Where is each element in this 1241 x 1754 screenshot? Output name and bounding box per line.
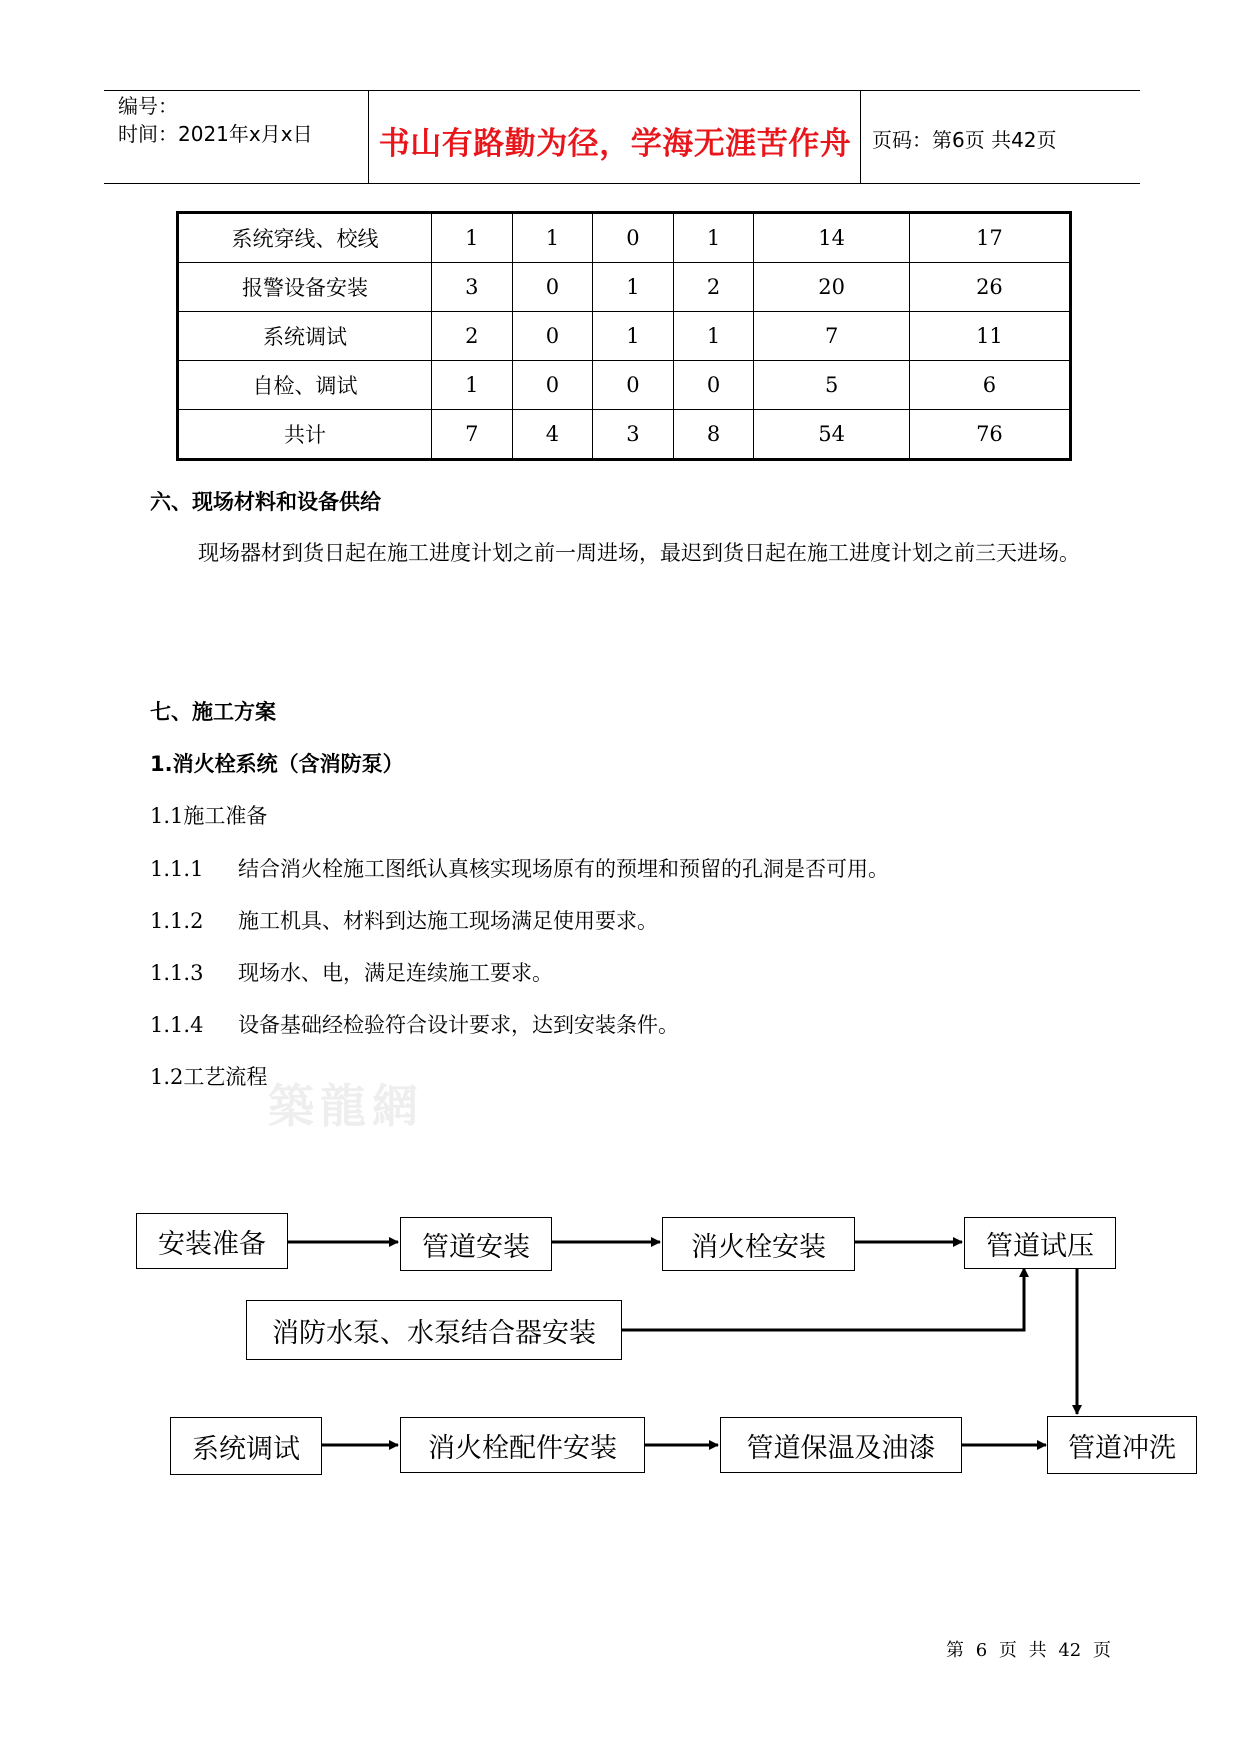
table-cell-value: 1: [593, 312, 674, 361]
table-cell-value: 7: [754, 312, 910, 361]
table-cell-task: 系统穿线、校线: [178, 213, 432, 263]
table-cell-value: 1: [593, 263, 674, 312]
table-cell-value: 6: [909, 361, 1070, 410]
table-cell-value: 0: [593, 213, 674, 263]
flow-step-hydrant-install: 消火栓安装: [662, 1217, 855, 1271]
table-cell-task: 系统调试: [178, 312, 432, 361]
flow-step-pump-install: 消防水泵、水泵结合器安装: [246, 1300, 622, 1360]
page-footer: 第 6 页 共 42 页: [946, 1640, 1111, 1661]
flow-step-pressure-test: 管道试压: [964, 1217, 1116, 1269]
section7-sub1-heading: 1.消火栓系统（含消防泵）: [150, 752, 404, 776]
header-page-label: 页码：第6页 共42页: [872, 128, 1057, 152]
table-cell-value: 3: [432, 263, 513, 312]
flow-step-hydrant-fittings: 消火栓配件安装: [400, 1417, 645, 1473]
item-number: 1.1.1: [150, 857, 204, 881]
table-cell-value: 0: [512, 361, 593, 410]
item-number: 1.1.4: [150, 1013, 204, 1037]
table-cell-value: 2: [673, 263, 754, 312]
table-cell-value: 0: [673, 361, 754, 410]
table-cell-value: 0: [593, 361, 674, 410]
table-cell-value: 11: [909, 312, 1070, 361]
table-cell-value: 1: [512, 213, 593, 263]
item-number: 1.1.3: [150, 961, 204, 985]
table-cell-value: 5: [754, 361, 910, 410]
item-text: 现场水、电，满足连续施工要求。: [238, 961, 553, 985]
table-cell-value: 20: [754, 263, 910, 312]
table-cell-value: 14: [754, 213, 910, 263]
table-cell-value: 3: [593, 410, 674, 460]
table-cell-value: 1: [432, 213, 513, 263]
arrow-pump-to-test: [620, 1268, 1024, 1330]
watermark-text: 築龍網: [268, 1079, 424, 1133]
table-cell-value: 8: [673, 410, 754, 460]
section6-heading: 六、现场材料和设备供给: [150, 490, 381, 514]
flow-step-flush: 管道冲洗: [1047, 1416, 1197, 1474]
table-cell-value: 0: [512, 312, 593, 361]
flow-step-prep: 安装准备: [136, 1213, 288, 1269]
table-cell-value: 26: [909, 263, 1070, 312]
header-number-label: 编号：: [118, 94, 178, 118]
flow-step-system-debug: 系统调试: [170, 1417, 322, 1475]
table-cell-task: 报警设备安装: [178, 263, 432, 312]
item-text: 结合消火栓施工图纸认真核实现场原有的预埋和预留的孔洞是否可用。: [238, 857, 889, 881]
table-cell-value: 1: [432, 361, 513, 410]
header-motto: 书山有路勤为径，学海无涯苦作舟: [378, 126, 852, 162]
table-cell-value: 17: [909, 213, 1070, 263]
section7-sub12-heading: 1.2工艺流程: [150, 1065, 268, 1089]
table-cell-value: 1: [673, 213, 754, 263]
table-cell-task: 自检、调试: [178, 361, 432, 410]
item-text: 施工机具、材料到达施工现场满足使用要求。: [238, 909, 658, 933]
item-number: 1.1.2: [150, 909, 204, 933]
table-cell-value: 2: [432, 312, 513, 361]
item-text: 设备基础经检验符合设计要求，达到安装条件。: [238, 1013, 679, 1037]
table-cell-value: 1: [673, 312, 754, 361]
table-cell-value: 54: [754, 410, 910, 460]
section7-heading: 七、施工方案: [150, 700, 276, 724]
flow-step-pipe-install: 管道安装: [400, 1217, 552, 1271]
table-cell-value: 76: [909, 410, 1070, 460]
table-cell-task: 共计: [178, 410, 432, 460]
section7-sub11-heading: 1.1施工准备: [150, 804, 268, 828]
flow-step-insulation-paint: 管道保温及油漆: [720, 1417, 962, 1473]
table-cell-value: 7: [432, 410, 513, 460]
section6-paragraph: 现场器材到货日起在施工进度计划之前一周进场，最迟到货日起在施工进度计划之前三天进场。: [198, 541, 1080, 565]
table-cell-value: 0: [512, 263, 593, 312]
header-time-label: 时间：2021年x月x日: [118, 122, 313, 146]
table-cell-value: 4: [512, 410, 593, 460]
